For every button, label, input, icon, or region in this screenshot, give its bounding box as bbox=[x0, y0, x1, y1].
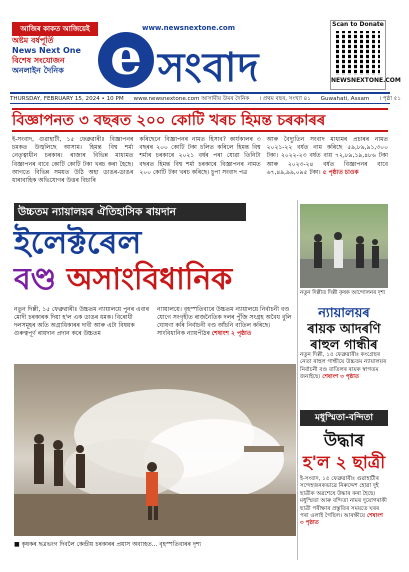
dateline bbox=[10, 92, 402, 104]
promo-line1: অষ্টম বৰ্ষপূৰ্তি bbox=[12, 36, 54, 45]
lead-photo-caption-text: কৃষকৰ ছত্ৰভংগ দিবলৈ কেন্দ্ৰীয় চৰকাৰৰ প্ৰয়াস অব্যাহত... বৃহস্পতিবাৰৰ দৃশ্য bbox=[21, 541, 202, 548]
rescue-story-kicker: মধুস্মিতা-বন্দিতা bbox=[300, 410, 388, 426]
lead-story-body bbox=[14, 306, 294, 360]
qr-sub: NEWSNEXTONE.COM bbox=[331, 77, 401, 84]
top-story-col3 bbox=[267, 136, 388, 194]
dateline-url: www.newsnextone.com আসামীয় উমৰ দৈনিক bbox=[133, 96, 250, 102]
lead-photo-illustration bbox=[14, 364, 296, 536]
side-story-headline[interactable] bbox=[300, 306, 388, 354]
lead-headline-word1: বণ্ড bbox=[14, 262, 57, 297]
top-story-col2: কৰিছেনে বিজ্ঞাপনৰ নামত হিসাব? কাৰ্যকালৰ ৩ বছৰৰ ২০০ কোটি টকা চলিত কৰিলে হিমন্ত বিশ্ব শৰ্মাৰ চৰকাৰে ২০২১ বৰ্ষৰ পৰা যোৱা তিনিটা বছৰত হিমন্ত বিশ্ব শৰ্মা চৰকাৰে বিজ্ঞাপনৰ নামত ২০০ কোটি টকা খৰচ কৰিছে। চুপা সংবাদ পত্ৰ bbox=[139, 136, 261, 176]
qr-code-icon bbox=[336, 31, 380, 75]
lead-photo-caption bbox=[14, 540, 296, 550]
column-divider bbox=[297, 200, 298, 560]
side-story-body bbox=[300, 352, 388, 386]
promo-tag: আজিৰ কাকত আজিয়েই bbox=[12, 22, 98, 36]
promo-line4: অনলাইন দৈনিক bbox=[12, 66, 64, 75]
top-story-col1: ই-সংবাদ, গুৱাহাটী, ১৫ ফেব্ৰুৱাৰীঃ বিজ্ঞাপনৰ চমকত উজ্বলিছে আসাম। হিমন্ত বিশ্ব শৰ্মা নেতৃত্বাধীন চৰকাৰ। ৰাজ্যৰ বিভিন্ন মাধ্যমত বিজ্ঞাপনৰ বাবে কোটি কোটি টকা খৰচ কৰা হৈছে। আগতে বিভিন্ন সময়ত উঠি অহা ডাঙৰ-ডাঙৰ ধাৰাবাহিক অভিযোগৰ উত্তৰ বিচাৰি bbox=[12, 136, 134, 185]
rescue-headline-line2: হ'ল ২ ছাত্ৰী bbox=[302, 453, 386, 473]
logo-name: সংবাদ bbox=[158, 44, 260, 91]
lead-story-col1: নতুন দিল্লী, ১৫ ফেব্ৰুৱাৰীঃ উচ্চতম ন্যায়ালয়ে পুনৰ এবাৰ মোদী চৰকাৰক দিয়া হ'ল এক ডাঙৰ ধমক। বিৰোধী দলসমূহৰ অতি অগ্ৰাধিকাৰৰ দাবী আৰু এটা বিষয়ক গুৰুত্বপূৰ্ণ ৰায়দান প্ৰদান কৰে উচ্চতম bbox=[14, 306, 150, 338]
side-photo[interactable] bbox=[300, 204, 388, 288]
side-photo-caption: নতুন দিল্লীত দিল্লী কৃষক আন্দোলনৰ দৃশ্য bbox=[300, 290, 386, 296]
lead-photo[interactable] bbox=[14, 364, 296, 536]
side-headline-line2: ৰায়ক আদৰণি bbox=[307, 322, 381, 337]
rescue-story-body bbox=[300, 476, 388, 556]
promo-box[interactable] bbox=[12, 22, 98, 86]
side-headline-line1: ন্যায়ালয়ৰ bbox=[318, 306, 370, 321]
promo-line2: News Next One bbox=[12, 46, 81, 55]
lead-headline-word2: অসাংবিধানিক bbox=[66, 262, 233, 297]
lead-story-kicker: উচ্চতম ন্যায়ালয়ৰ ঐতিহাসিক ৰায়দান bbox=[14, 203, 246, 221]
lead-headline-line1[interactable]: ইলেক্টৰেল bbox=[14, 223, 142, 261]
side-headline-line3: ৰাহুল গান্ধীৰ bbox=[310, 338, 378, 353]
top-story-headline[interactable]: বিজ্ঞাপনত ৩ বছৰত ২০০ কোটি খৰচ হিমন্ত চৰকাৰৰ bbox=[12, 108, 388, 132]
dateline-place: Guwahati, Assam bbox=[320, 96, 370, 102]
side-photo-illustration bbox=[300, 204, 388, 288]
promo-line3: বিশেষ সংযোজন bbox=[12, 56, 65, 65]
dateline-volume: । প্ৰথম বছৰ, সংখ্যা ৪১ bbox=[259, 96, 311, 102]
top-story-more-link[interactable]: ৫ পৃষ্ঠাত চাওক bbox=[322, 168, 359, 176]
rescue-story-text: ই-সংবাদ, ১৫ ফেব্ৰুৱাৰীঃ গুৱাহাটীৰ সন্দেহজনকভাৱে নিৰুদ্দেশ হোৱা দুই ছাত্ৰীক অৱশেষে উদ্ধাৰ কৰা হৈছে। মধুস্মিতা আৰু বন্দিতা নামৰ দুয়োগৰাকী ছাত্ৰী পৰীক্ষাৰ প্ৰস্তুতিৰ সময়তে ঘৰৰ পৰা ওলাই গৈছিল। আৰক্ষীয়ে bbox=[300, 476, 387, 520]
top-story-body bbox=[12, 136, 388, 194]
dateline-pages: । পৃষ্ঠা ৫১ bbox=[379, 96, 402, 102]
site-url[interactable]: www.newsnextone.com bbox=[142, 24, 236, 32]
lead-story-col2 bbox=[157, 306, 294, 360]
donate-qr[interactable] bbox=[330, 20, 401, 90]
qr-caption: Scan to Donate bbox=[332, 21, 384, 28]
rescue-story-headline[interactable] bbox=[300, 430, 388, 474]
side-story-text: নতুন দিল্লী, ১৫ ফেব্ৰুৱাৰীঃ কংগ্ৰেছৰ নেতা ৰাহুল গান্ধীয়ে উচ্চতম ন্যায়ালয়ৰ নিৰ্বাচনী বণ্ড বাতিলৰ ৰায়ক স্বাগতম জনাইছে। bbox=[300, 352, 387, 381]
side-story-more-link[interactable]: শেষাংশ ৩ পৃষ্ঠাত bbox=[322, 374, 360, 381]
lead-story-col2-text: ন্যায়ালয়ে। বৃহস্পতিবাৰে উচ্চতম ন্যায়ালয়ে নিৰ্বাচনী বণ্ড যোগে সংগৃহীত ৰাজনৈতিক দলৰ পুঁজি সংগ্ৰহ অবৈধ বুলি ঘোষণা কৰি নিৰ্বাচনী বণ্ড আঁচনি বাতিল কৰিছে। সাংবিধানিক ন্যায়পীঠৰ bbox=[157, 306, 292, 338]
rescue-headline-line1: উদ্ধাৰ bbox=[323, 431, 365, 451]
lead-headline-line2[interactable] bbox=[14, 262, 294, 298]
caption-square-icon: ■ bbox=[14, 541, 22, 548]
top-story-col3-text: আৰু বৈদ্যুতিন সংবাদ মাধ্যমৰ প্ৰচাৰৰ নামত ২০২১-২২ বৰ্ষত নাম কৰিছে ৫৯,৮৯,৯১,৩০০ টকা। ২০২২-২৩ বৰ্ষত ব্যয় ৭২,৮৯,১৯,৪৮৬ টকা আৰু ২০২৩-২৪ বৰ্ষত বিজ্ঞাপনৰ বাবে ৬৭,৪৯,৯৯,০৯৫ টকা। bbox=[266, 136, 388, 176]
rescue-story-more-link[interactable]: শেষাংশ ৩ পৃষ্ঠাত bbox=[300, 513, 383, 527]
date-text: THURSDAY, FEBRUARY 15, 2024 • 10 PM bbox=[10, 96, 124, 102]
logo-letter: e bbox=[98, 32, 154, 88]
lead-story-more-link[interactable]: শেষাংশ ২ পৃষ্ঠাত bbox=[211, 330, 252, 338]
